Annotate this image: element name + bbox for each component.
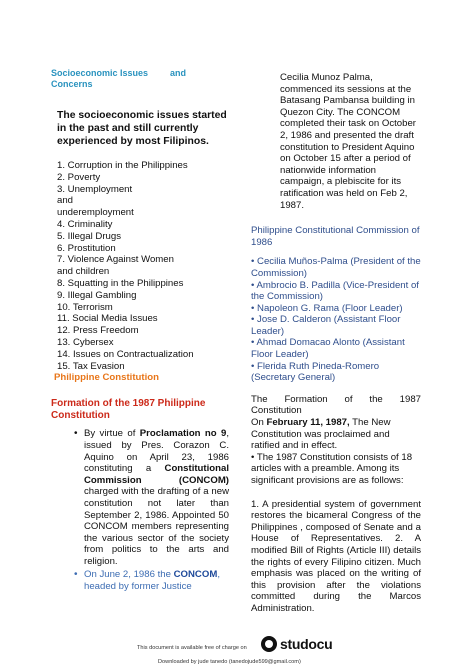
list-item: • Cecilia Muños-Palma (President of the Commission) (251, 256, 421, 279)
articles-paragraph: • The 1987 Constitution consists of 18 articles with a preamble. Among its significant provisions are as follows: (251, 451, 413, 486)
february-paragraph (251, 417, 421, 452)
formation-heading: Formation of the 1987 Philippine Constitution (51, 398, 206, 422)
bullet-item (51, 569, 229, 592)
list-item: 11. Social Media Issues (57, 313, 158, 325)
section-heading-part: Socioeconomic Issues (51, 68, 149, 78)
commission-heading: Philippine Constitutional Commission of 1986 (251, 225, 420, 248)
list-item: 4. Criminality (57, 218, 113, 230)
bullet-dot-icon: • (74, 569, 78, 581)
left-column (51, 68, 229, 593)
title-word: of (344, 393, 353, 405)
proclamation-text: Proclamation no 9 (139, 428, 227, 440)
list-item: 2. Poverty (57, 171, 101, 183)
right-column (251, 72, 421, 615)
list-item: • Ambrocio B. Padilla (Vice-President of the Commission) (251, 279, 419, 303)
list-item: 14. Issues on Contractualization (57, 348, 194, 360)
bullet-text: , issued by Pres. Corazon C. Aquino on April 23, 1986 constituting a (84, 428, 230, 475)
feb-date: February 11, 1987, (266, 417, 350, 429)
concom-text: Constitutional Commission (CONCOM) (84, 463, 229, 486)
feb-text: On (251, 417, 267, 429)
concom-text: CONCOM (173, 569, 218, 581)
formation-bullets (51, 428, 229, 592)
studocu-logo-icon (261, 636, 277, 652)
list-item: 8. Squatting in the Philippines (57, 277, 184, 289)
list-item: 7. Violence Against Women (57, 254, 174, 266)
members-list (251, 256, 421, 384)
provisions-paragraph: 1. A presidential system of government restores the bicameral Congress of the Philippines , composed of Senate and a House of Representatives. 2. A modified Bill of Rights (Article III) details the rights of every Filipino citizen. Much emphasis was placed on the writing of this provision after the violations committed during the Marcos Administration. (251, 498, 421, 614)
list-item: 15. Tax Evasion (57, 360, 125, 372)
title-word: The (251, 393, 268, 405)
list-item: • Jose D. Calderon (Assistant Floor Leader) (251, 314, 401, 337)
title-word: Formation (284, 393, 328, 405)
issues-list (57, 160, 229, 372)
bullet-text: , headed by former Justice (84, 569, 220, 593)
studocu-logo[interactable] (261, 636, 332, 652)
section-heading-part: and (170, 68, 187, 78)
list-item: and (57, 195, 74, 207)
list-item: 13. Cybersex (57, 336, 114, 348)
section-heading-part: Concerns (51, 79, 93, 89)
studocu-wordmark: studocu (280, 636, 333, 652)
list-item: 3. Unemployment (57, 183, 133, 195)
intro-paragraph: The socioeconomic issues started in the past and still currently experienced by most Filipinos. (57, 110, 227, 147)
list-item: • Ahmad Domacao Alonto (Assistant Floor Leader) (251, 337, 405, 361)
bullet-dot-icon: • (74, 428, 78, 440)
continuation-paragraph: Cecilia Munoz Palma, commenced its sessions at the Batasang Pambansa building in Quezon City. The CONCOM completed their task on October 2, 1986 and presented the draft constitution to President Aquino on October 15 after a period of nationwide information campaign, a plebiscite for its ratification was held on Feb 2, 1987. (280, 72, 416, 211)
bullet-text: charged with the drafting of a new constitution not later than September 2, 1986. Appointed 50 CONCOM members representing the various sector of the society from politics to the arts and religion. (84, 486, 229, 567)
bullet-text: By virtue of (84, 428, 140, 440)
list-item: • Napoleon G. Rama (Floor Leader) (251, 302, 403, 314)
formation-title-end: Constitution (251, 405, 302, 417)
footer-note: This document is available free of charge on (137, 645, 247, 651)
feb-text: The New Constitution was proclaimed and ratified and in effect. (251, 417, 391, 452)
formation-title-line (251, 394, 421, 406)
formation-section (251, 394, 421, 487)
bullet-text: On June 2, 1986 the (84, 569, 174, 581)
list-item: 10. Terrorism (57, 301, 113, 313)
list-item: 1. Corruption in the Philippines (57, 160, 188, 171)
list-item: 9. Illegal Gambling (57, 289, 137, 301)
list-item: and children (57, 266, 110, 278)
section-heading (51, 68, 201, 90)
list-item: underemployment (57, 207, 134, 219)
title-word: the (369, 393, 383, 405)
footer-downloaded: Downloaded by jude tanedo (tanedojude599@gmail.com) (158, 659, 301, 665)
list-item: 6. Prostitution (57, 242, 116, 254)
constitution-heading: Philippine Constitution (54, 372, 159, 384)
title-word: 1987 (399, 393, 421, 405)
bullet-item (51, 428, 229, 567)
list-item: 5. Illegal Drugs (57, 230, 121, 242)
list-item: 12. Press Freedom (57, 325, 139, 337)
list-item: • Flerida Ruth Pineda-Romero (Secretary General) (251, 360, 380, 384)
